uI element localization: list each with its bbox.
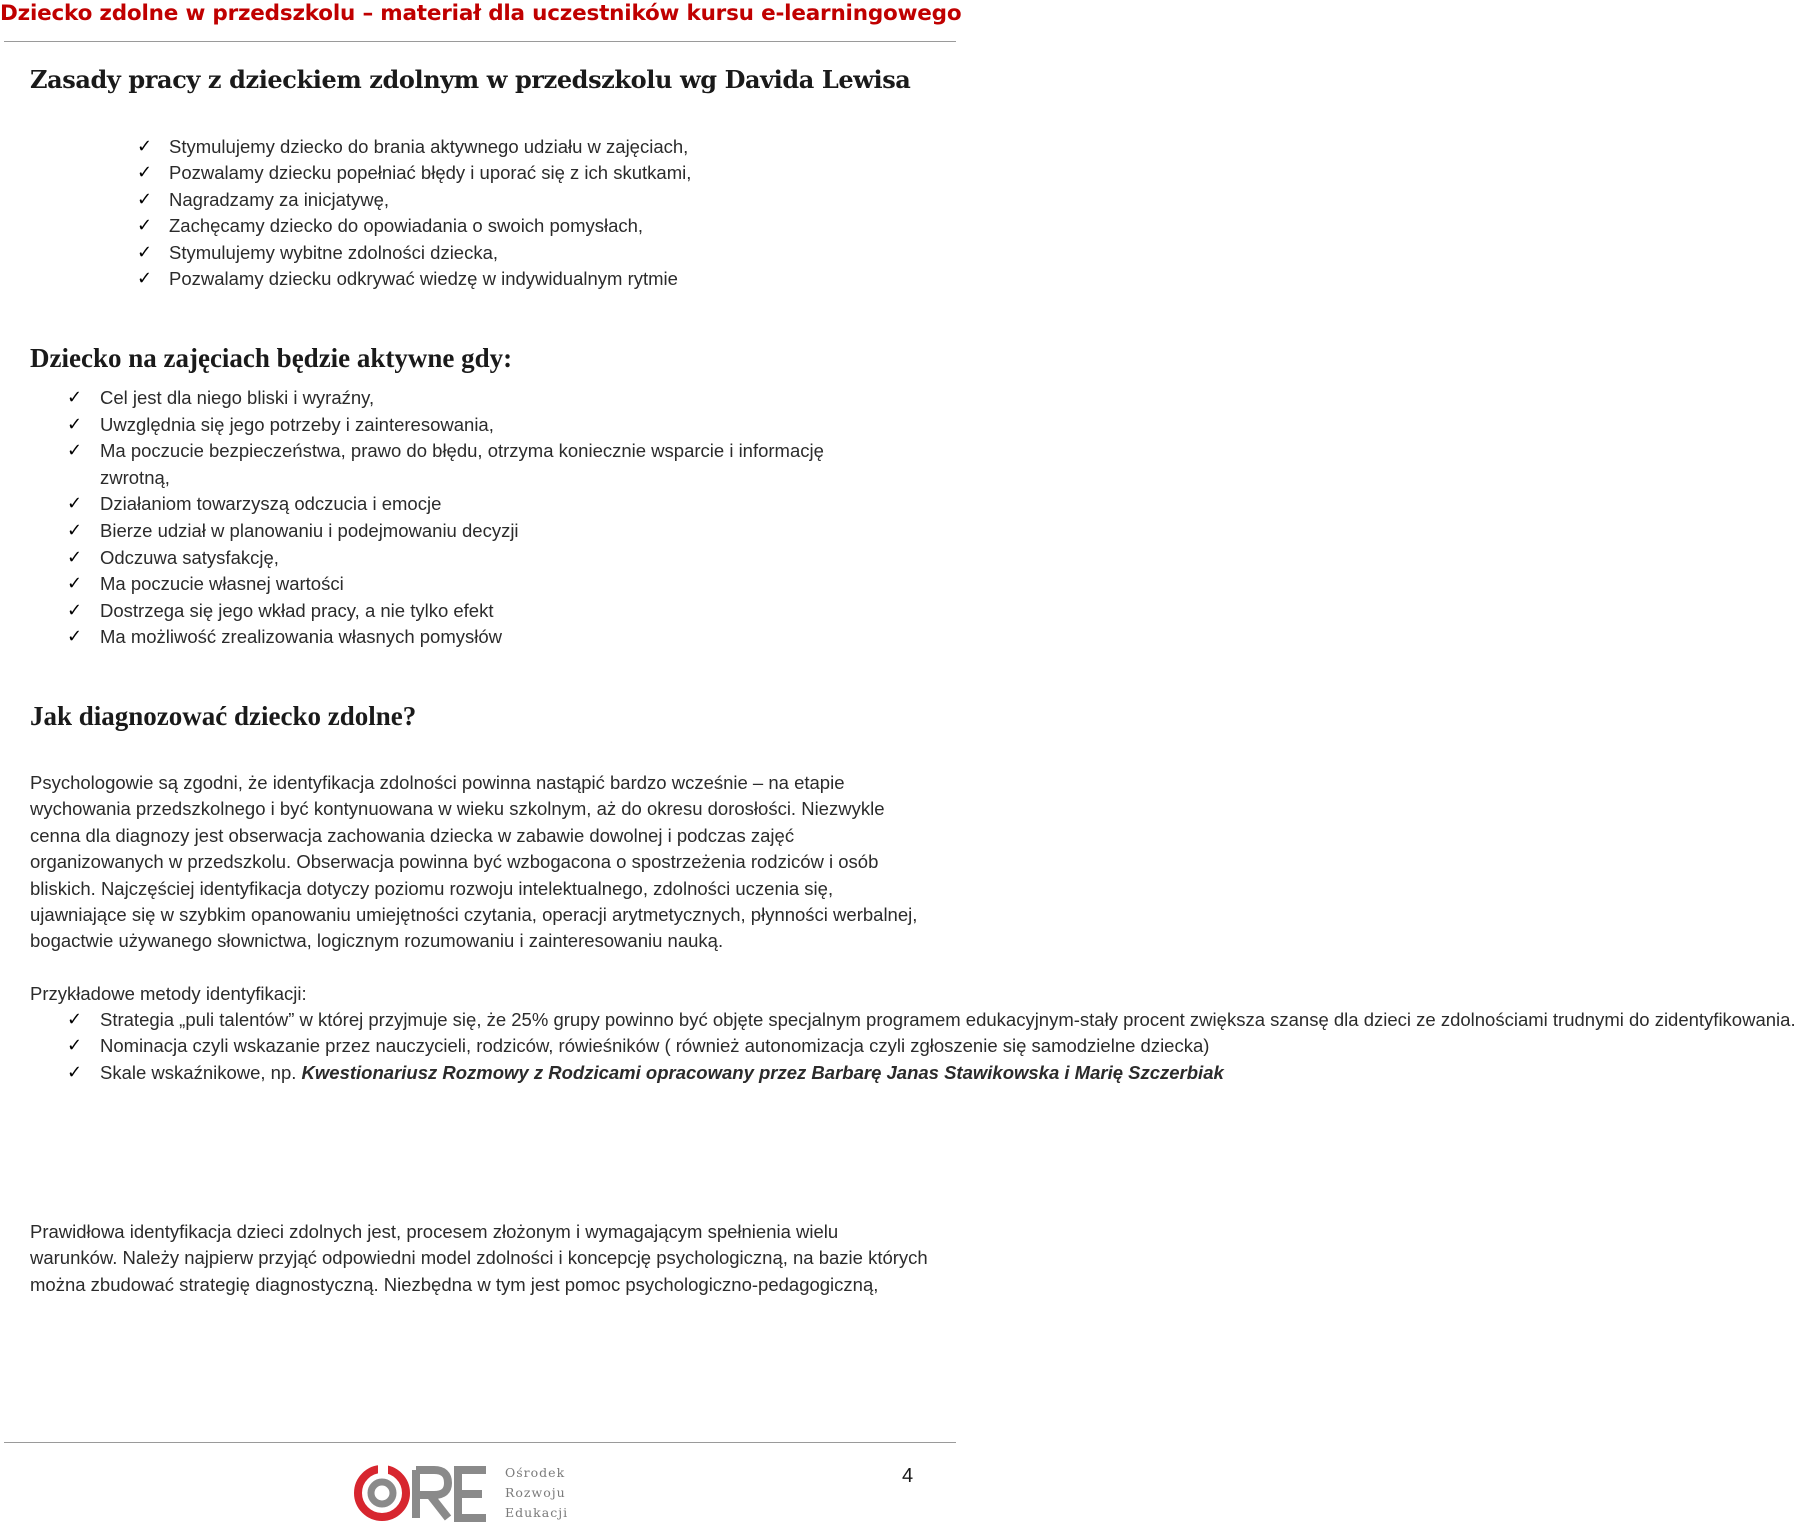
active-child-list xyxy=(67,385,887,651)
checkmark-icon: ✓ xyxy=(67,599,83,621)
document-header-title: Dziecko zdolne w przedszkolu – materiał dla uczestników kursu e-learningowego xyxy=(0,1,962,26)
list-item-text: Dostrzega się jego wkład pracy, a nie tylko efekt xyxy=(100,599,494,621)
list-item-text: Pozwalamy dziecku popełniać błędy i uporać się z ich skutkami, xyxy=(169,162,692,184)
checkmark-icon: ✓ xyxy=(67,440,83,462)
checkmark-icon: ✓ xyxy=(137,188,153,210)
list-item-text: Działaniom towarzyszą odczucia i emocje xyxy=(100,493,442,515)
checkmark-icon: ✓ xyxy=(67,519,83,541)
methods-intro: Przykładowe metody identyfikacji: xyxy=(30,983,307,1004)
logo-line-edukacji: Edukacji xyxy=(505,1505,569,1520)
list-item-text: Nominacja czyli wskazanie przez nauczycieli, rodziców, rówieśników ( również autonomizacja czyli zgłoszenie się samodzielne dziecka) xyxy=(100,1035,1210,1057)
list-item xyxy=(67,624,887,651)
identification-methods-list xyxy=(67,1007,1796,1086)
list-item xyxy=(137,160,691,186)
list-item xyxy=(67,571,887,598)
checkmark-icon: ✓ xyxy=(137,136,153,157)
checkmark-icon: ✓ xyxy=(67,573,83,595)
list-item-text: Ma możliwość zrealizowania własnych pomysłów xyxy=(100,626,502,648)
logo-ring-gap xyxy=(378,1464,388,1478)
diagnosis-paragraph: Psychologowie są zgodni, że identyfikacja zdolności powinna nastąpić bardzo wcześnie – na etapie wychowania przedszkolnego i być kontynuowana w wieku szkolnym, aż do okresu dorosłości. Niezwykle cenna dla diagnozy jest obserwacja zachowania dziecka w zabawie dowolnej i podczas zajęć organizowanych w przedszkolu. Obserwacja powinna być wzbogacona o spostrzeżenia rodziców i osób bliskich. Najczęściej identyfikacja dotyczy poziomu rozwoju intelektualnego, zdolności uczenia się, ujawniające się w szybkim opanowaniu umiejętności czytania, operacji arytmetycznych, płynności werbalnej, bogactwie używanego słownictwa, logicznym rozumowaniu i zainteresowaniu nauką. xyxy=(30,772,918,952)
list-item xyxy=(67,491,887,518)
list-item xyxy=(67,598,887,625)
checkmark-icon: ✓ xyxy=(137,268,153,290)
list-item-text: Ma poczucie bezpieczeństwa, prawo do błędu, otrzyma koniecznie wsparcie i informację zwrotną, xyxy=(100,440,824,488)
checkmark-icon: ✓ xyxy=(137,215,153,237)
list-item xyxy=(67,545,887,572)
list-item-text: Bierze udział w planowaniu i podejmowaniu decyzji xyxy=(100,519,519,541)
list-item xyxy=(67,518,887,545)
section-heading-active-child: Dziecko na zajęciach będzie aktywne gdy: xyxy=(30,343,513,373)
list-item-text: Nagradzamy za inicjatywę, xyxy=(169,188,390,210)
page-number: 4 xyxy=(902,1465,914,1487)
list-item xyxy=(137,187,691,213)
checkmark-icon: ✓ xyxy=(67,1035,83,1057)
checkmark-icon: ✓ xyxy=(67,1061,83,1083)
list-item xyxy=(67,438,887,491)
list-item xyxy=(137,266,691,292)
logo-line-rozwoju: Rozwoju xyxy=(505,1485,566,1500)
questionnaire-reference: Kwestionariusz Rozmowy z Rodzicami opracowany przez Barbarę Janas Stawikowska i Marię Szczerbiak xyxy=(301,1061,1224,1083)
logo-letter-e xyxy=(458,1470,486,1518)
list-item-text: Uwzględnia się jego potrzeby i zainteresowania, xyxy=(100,413,494,435)
header-divider xyxy=(4,41,956,42)
list-item-text: Strategia „puli talentów” w której przyjmuje się, że 25% grupy powinno być objęte specjalnym programem edukacyjnym-stały procent zwiększa szansę dla dzieci ze zdolnościami trudnymi do zidentyfikowania. xyxy=(100,1009,1796,1030)
list-item-text: Cel jest dla niego bliski i wyraźny, xyxy=(100,387,375,408)
list-item xyxy=(67,1060,1224,1086)
list-item xyxy=(67,385,887,412)
lewis-principles-list xyxy=(137,134,691,292)
list-item-text: Pozwalamy dziecku odkrywać wiedzę w indywidualnym rytmie xyxy=(169,268,678,290)
checkmark-icon: ✓ xyxy=(67,413,83,435)
list-item-text: Ma poczucie własnej wartości xyxy=(100,573,344,595)
checkmark-icon: ✓ xyxy=(67,387,83,408)
list-item-text: Zachęcamy dziecko do opowiadania o swoich pomysłach, xyxy=(169,215,644,237)
identification-paragraph: Prawidłowa identyfikacja dzieci zdolnych jest, procesem złożonym i wymagającym spełnienia wielu warunków. Należy najpierw przyjąć odpowiedni model zdolności i koncepcję psychologiczną, na bazie których można zbudować strategię diagnostyczną. Niezbędna w tym jest pomoc psychologiczno-pedagogiczną, xyxy=(30,1221,928,1295)
logo-line-osrodek: Ośrodek xyxy=(505,1465,566,1480)
list-item-text: Skale wskaźnikowe, np. xyxy=(100,1061,302,1083)
list-item-text: Odczuwa satysfakcję, xyxy=(100,546,279,568)
list-item-text: Stymulujemy wybitne zdolności dziecka, xyxy=(169,241,499,263)
logo-letter-r xyxy=(416,1470,448,1518)
checkmark-icon: ✓ xyxy=(67,493,83,515)
checkmark-icon: ✓ xyxy=(137,162,153,184)
checkmark-icon: ✓ xyxy=(67,1009,83,1030)
list-item xyxy=(67,412,887,439)
checkmark-icon: ✓ xyxy=(137,241,153,263)
list-item xyxy=(137,213,691,239)
checkmark-icon: ✓ xyxy=(67,626,83,648)
list-item xyxy=(67,1033,1210,1059)
section-heading-diagnosis: Jak diagnozować dziecko zdolne? xyxy=(30,701,417,731)
list-item xyxy=(67,1007,1796,1033)
footer-divider xyxy=(4,1442,956,1443)
list-item-text: Stymulujemy dziecko do brania aktywnego udziału w zajęciach, xyxy=(169,136,689,157)
list-item xyxy=(137,134,691,160)
checkmark-icon: ✓ xyxy=(67,546,83,568)
section-heading-lewis: Zasady pracy z dzieckiem zdolnym w przedszkolu wg Davida Lewisa xyxy=(30,65,911,94)
list-item xyxy=(137,240,691,266)
logo-ring-inner xyxy=(371,1482,393,1504)
